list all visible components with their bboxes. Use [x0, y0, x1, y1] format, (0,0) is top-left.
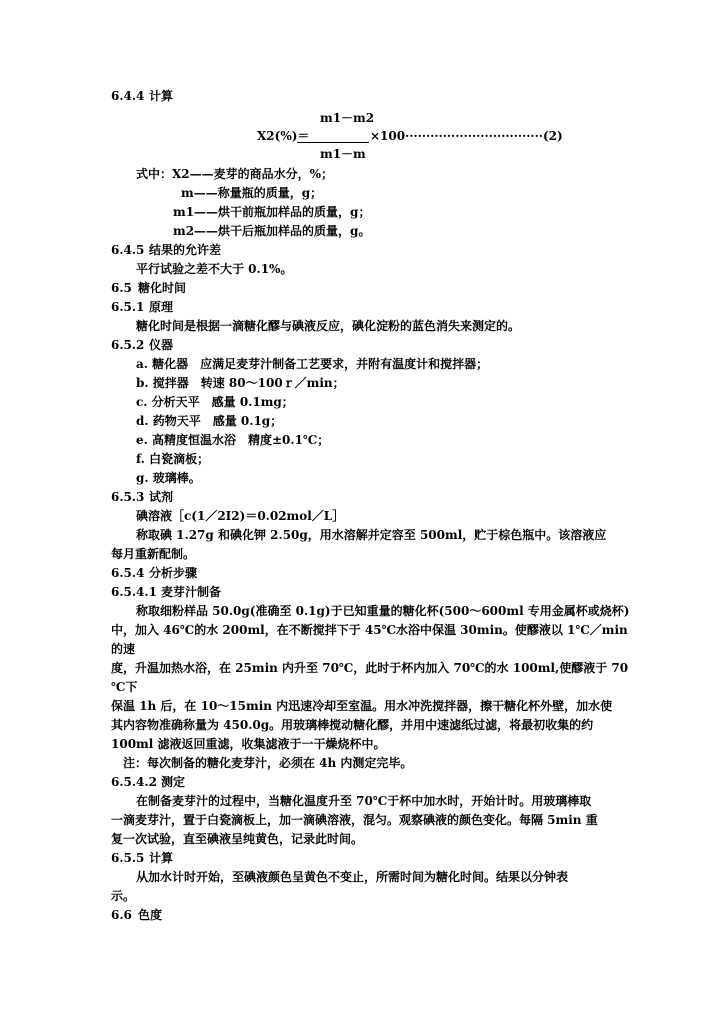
reagent-name: 碘溶液［c(1／2I2)＝0.02mol／L］	[136, 509, 345, 523]
instrument-item: g. 玻璃棒。	[136, 471, 201, 485]
section-number: 6.5.4.2	[111, 775, 157, 789]
section-number: 6.4.4	[111, 89, 145, 103]
heading-6-5	[111, 280, 186, 296]
formula-rhs: ×100·································(2)	[370, 129, 563, 143]
section-title: 计算	[149, 851, 174, 865]
heading-6-5-5	[111, 850, 173, 866]
paragraph: 平行试验之差不大于 0.1%。	[136, 262, 293, 276]
instrument-item: b. 搅拌器 转速 80～100ｒ／min；	[136, 376, 345, 390]
section-number: 6.5.5	[111, 851, 145, 865]
formula-numerator: m1－m2	[320, 111, 375, 125]
heading-6-4-5	[111, 242, 221, 258]
instrument-item: c. 分析天平 感量 0.1mg；	[136, 395, 294, 409]
paragraph: 中，加入 46℃的水 200ml，在不断搅拌下于 45℃水浴中保温 30min。使醪液以 1℃／min	[111, 623, 628, 637]
fraction-bar	[297, 142, 369, 143]
paragraph: 保温 1h 后，在 10～15min 内迅速冷却至室温。用水冲洗搅拌器，擦干糖化杯外壁，加水使	[111, 699, 613, 713]
paragraph: 度，升温加热水浴，在 25min 内升至 70℃，此时于杯内加入 70℃的水 100ml,使醪液于 70	[111, 661, 629, 675]
paragraph: ℃下	[111, 680, 138, 694]
section-title: 原理	[149, 300, 174, 314]
heading-6-5-4-2	[111, 774, 185, 790]
section-title: 结果的允许差	[149, 243, 222, 257]
definition-m1: m1——烘干前瓶加样品的质量，g；	[173, 205, 371, 219]
heading-6-5-3	[111, 489, 173, 505]
heading-6-5-4-1	[111, 584, 221, 600]
section-number: 6.5.4.1	[111, 585, 157, 599]
heading-6-5-2	[111, 337, 173, 353]
paragraph: 从加水计时开始，至碘液颜色呈黄色不变止，所需时间为糖化时间。结果以分钟表	[136, 870, 569, 884]
heading-6-5-1	[111, 299, 173, 315]
paragraph: 一滴麦芽汁，置于白瓷滴板上，加一滴碘溶液，混匀。观察碘液的颜色变化。每隔 5min 重	[111, 813, 598, 827]
definition-m: m——称量瓶的质量，g；	[181, 186, 323, 200]
section-title: 色度	[138, 908, 163, 922]
instrument-item: a. 糖化器 应满足麦芽汁制备工艺要求，并附有温度计和搅拌器；	[136, 357, 489, 371]
paragraph: 示。	[111, 889, 136, 903]
paragraph: 称取细粉样品 50.0g(准确至 0.1g)于已知重量的糖化杯(500～600ml 专用金属杯或烧杯)	[136, 604, 630, 618]
paragraph: 复一次试验，直至碘液呈纯黄色，记录此时间。	[111, 832, 364, 846]
section-number: 6.5.1	[111, 300, 145, 314]
paragraph: 每月重新配制。	[111, 547, 196, 561]
paragraph: 糖化时间是根据一滴糖化醪与碘液反应，碘化淀粉的蓝色消失来测定的。	[136, 319, 521, 333]
paragraph: 称取碘 1.27g 和碘化钾 2.50g，用水溶解并定容至 500ml，贮于棕色瓶中。该溶液应	[136, 528, 607, 542]
section-number: 6.5.2	[111, 338, 145, 352]
section-number: 6.5	[111, 281, 132, 295]
paragraph: 100ml 滤液返回重滤，收集滤液于一干燥烧杯中。	[111, 737, 386, 751]
paragraph: 在制备麦芽汁的过程中，当糖化温度升至 70℃于杯中加水时，开始计时。用玻璃棒取	[136, 794, 592, 808]
heading-6-6	[111, 907, 162, 923]
instrument-item: d. 药物天平 感量 0.1g；	[136, 414, 283, 428]
section-number: 6.5.4	[111, 566, 145, 580]
section-number: 6.4.5	[111, 243, 145, 257]
section-title: 分析步骤	[149, 566, 198, 580]
formula-lhs: X2(%)＝	[257, 129, 310, 143]
paragraph: 其内容物准确称量为 450.0g。用玻璃棒搅动糖化醪，并用中速滤纸过滤，将最初收集的约	[111, 718, 594, 732]
section-title: 计算	[149, 89, 174, 103]
heading-6-4-4	[111, 88, 173, 104]
formula-denominator: m1－m	[320, 147, 366, 161]
instrument-item: f. 白瓷滴板；	[136, 452, 210, 466]
section-title: 麦芽汁制备	[161, 585, 222, 599]
section-title: 测定	[161, 775, 186, 789]
definition-m2: m2——烘干后瓶加样品的质量，g。	[173, 224, 371, 238]
section-number: 6.6	[111, 908, 132, 922]
instrument-item: e. 高精度恒温水浴 精度±0.1℃；	[136, 433, 330, 447]
section-title: 仪器	[149, 338, 174, 352]
definition-x2: 式中：X2——麦芽的商品水分，%；	[136, 167, 334, 181]
section-number: 6.5.3	[111, 490, 145, 504]
section-title: 糖化时间	[138, 281, 187, 295]
note: 注：每次制备的糖化麦芽汁，必须在 4h 内测定完毕。	[123, 756, 413, 770]
paragraph: 的速	[111, 642, 136, 656]
section-title: 试剂	[149, 490, 174, 504]
heading-6-5-4	[111, 565, 197, 581]
